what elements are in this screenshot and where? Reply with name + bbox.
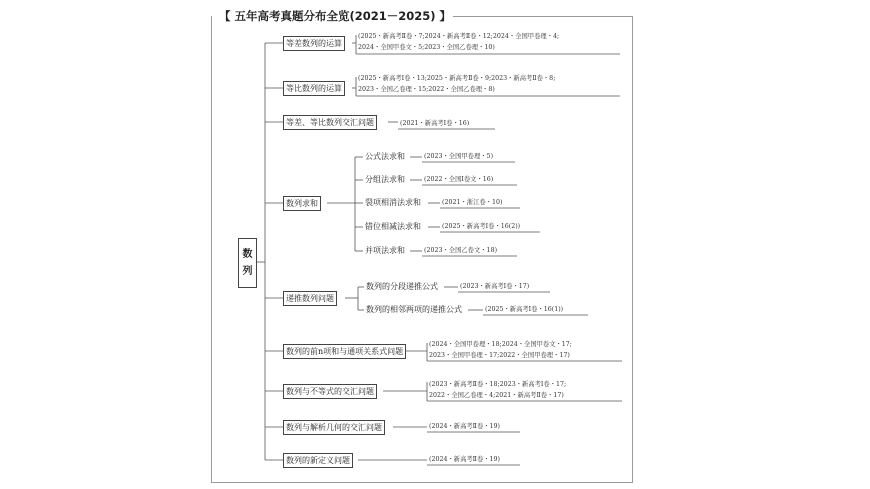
topic-sequence-new-definition: 数列的新定义问题: [283, 453, 353, 468]
topic-combined-sequence: 等差、等比数列交汇问题: [283, 115, 377, 130]
root-node-sequence: [238, 238, 257, 288]
page-title: 【 五年高考真题分布全览(2021－2025) 】: [219, 9, 452, 23]
sub-merge-terms-sum: 并项法求和: [365, 246, 405, 255]
topic-geometric-refs-line1: (2025・新高考Ⅰ卷・13;2025・新高考Ⅱ卷・9;2023・新高考Ⅱ卷・8;: [358, 75, 556, 82]
sub-group-sum: 分组法求和: [365, 175, 405, 184]
sub-group-sum-ref: (2022・全国Ⅰ卷文・16): [424, 176, 494, 183]
topic-sequence-sum: 数列求和: [283, 196, 321, 211]
topic-arithmetic-refs-line2: 2024・全国甲卷文・5;2023・全国乙卷理・10): [358, 44, 495, 51]
topic-geometric-refs-line2: 2023・全国乙卷理・15;2022・全国乙卷理・8): [358, 86, 495, 93]
sub-merge-terms-sum-ref: (2023・全国乙卷文・18): [424, 247, 498, 254]
sub-adjacent-recurrence-ref: (2025・新高考Ⅰ卷・16(1)): [485, 306, 564, 313]
topic-recursive-sequence: 递推数列问题: [283, 291, 337, 306]
topic-sum-term-refs-line2: 2023・全国甲卷理・17;2022・全国甲卷理・17): [429, 352, 570, 359]
root-label-line2: 列: [242, 266, 253, 277]
topic-sum-term-relation: 数列的前n项和与通项关系式问题: [283, 344, 406, 359]
topic-sequence-inequality-refs-line1: (2023・新高考Ⅱ卷・18;2023・新高考Ⅰ卷・17;: [429, 381, 567, 388]
topic-geometric-sequence: 等比数列的运算: [283, 81, 345, 96]
root-label-line1: 数: [242, 249, 253, 260]
sub-misaligned-subtraction-sum-ref: (2025・新高考Ⅰ卷・16(2)): [442, 223, 521, 230]
sub-telescoping-sum-ref: (2021・浙江卷・10): [442, 199, 503, 206]
sub-misaligned-subtraction-sum: 错位相减法求和: [365, 222, 421, 231]
topic-sequence-analytic-geometry-refs: (2024・新高考Ⅱ卷・19): [429, 423, 501, 430]
sub-adjacent-recurrence: 数列的相邻两项的递推公式: [366, 305, 462, 314]
topic-sequence-new-definition-refs: (2024・新高考Ⅱ卷・19): [429, 456, 501, 463]
topic-sequence-analytic-geometry: 数列与解析几何的交汇问题: [283, 420, 385, 435]
topic-arithmetic-refs-line1: (2025・新高考Ⅱ卷・7;2024・新高考Ⅱ卷・12;2024・全国甲卷理・4;: [358, 33, 560, 40]
topic-sum-term-refs-line1: (2024・全国甲卷理・18;2024・全国甲卷文・17;: [429, 341, 572, 348]
sub-formula-sum-ref: (2023・全国甲卷理・5): [424, 153, 494, 160]
topic-arithmetic-sequence: 等差数列的运算: [283, 36, 345, 51]
topic-sequence-inequality: 数列与不等式的交汇问题: [283, 384, 377, 399]
sub-formula-sum: 公式法求和: [365, 152, 405, 161]
topic-sequence-inequality-refs-line2: 2022・全国乙卷理・4;2021・新高考Ⅱ卷・17): [429, 392, 564, 399]
topic-combined-refs: (2021・新高考Ⅰ卷・16): [400, 120, 470, 127]
sub-telescoping-sum: 裂项相消法求和: [365, 198, 421, 207]
sub-piecewise-recurrence: 数列的分段递推公式: [366, 282, 438, 291]
sub-piecewise-recurrence-ref: (2023・新高考Ⅰ卷・17): [460, 283, 530, 290]
